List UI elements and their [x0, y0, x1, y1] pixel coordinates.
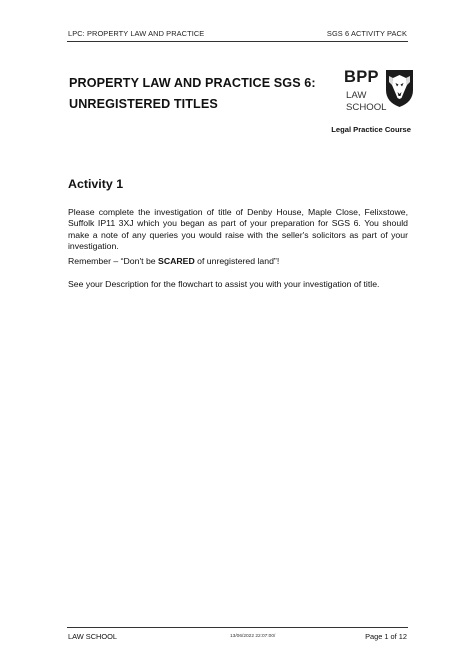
lion-shield-icon [385, 68, 414, 108]
title-line-1: PROPERTY LAW AND PRACTICE SGS 6: [69, 76, 316, 90]
instruction-paragraph: Please complete the investigation of title of Denby House, Maple Close, Felixstowe, Suffolk IP11 3XJ which you began as part of your preparation for SGS 6. You should make a note of any queries you would raise with the seller's solicitors as part of your investigation. [68, 207, 408, 251]
title-line-2: UNREGISTERED TITLES [69, 97, 218, 111]
header-divider [67, 41, 408, 42]
document-title [69, 73, 316, 115]
remember-paragraph [68, 256, 408, 267]
footer-page-number: Page 1 of 12 [365, 632, 407, 641]
footer-left-text: LAW SCHOOL [68, 632, 118, 641]
logo-school-text: SCHOOL [346, 102, 387, 113]
bpp-law-school-logo [344, 68, 414, 120]
flowchart-paragraph: See your Description for the flowchart to assist you with your investigation of title. [68, 279, 380, 289]
course-label: Legal Practice Course [331, 125, 411, 134]
header-right-text: SGS 6 ACTIVITY PACK [326, 29, 407, 38]
footer-timestamp: 13/06/2022 22:07:00/ [230, 634, 276, 639]
footer-divider [67, 627, 408, 628]
activity-heading: Activity 1 [68, 177, 124, 191]
logo-brand-text: BPP [344, 68, 379, 86]
header-left-text: LPC: PROPERTY LAW AND PRACTICE [68, 29, 205, 38]
remember-suffix: of unregistered land”! [194, 256, 280, 266]
remember-prefix: Remember – “Don't be [68, 256, 159, 266]
remember-emphasis: SCARED [158, 256, 195, 266]
logo-law-text: LAW [346, 90, 367, 101]
